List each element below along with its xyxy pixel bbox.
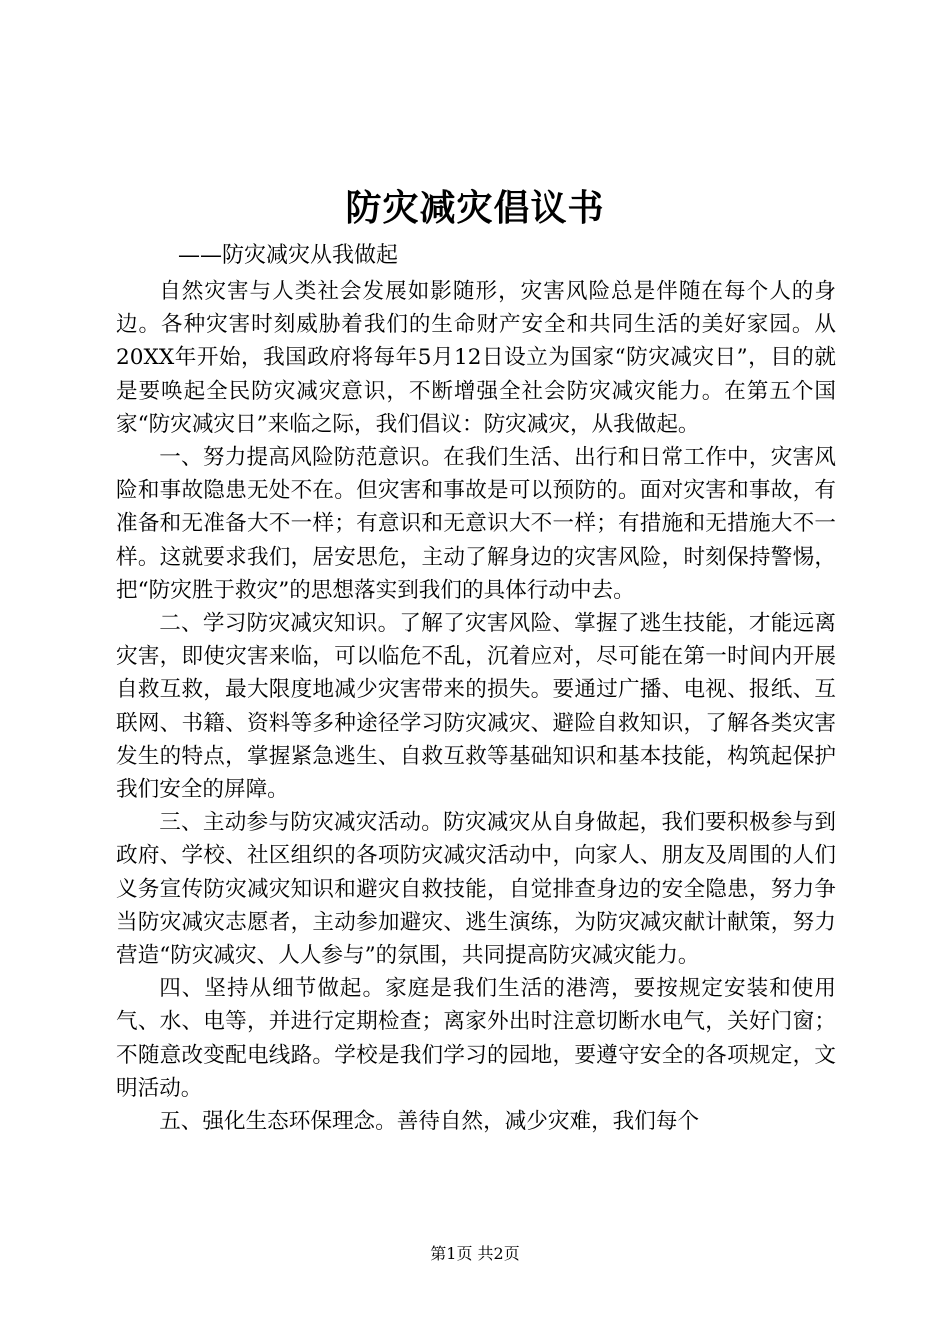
paragraph-intro: 自然灾害与人类社会发展如影随形，灾害风险总是伴随在每个人的身边。各种灾害时刻威胁着我们的生命财产安全和共同生活的美好家园。从20XX年开始，我国政府将每年5月12日设立为国家“防灾减灾日”，目的就是要唤起全民防灾减灾意识，不断增强全社会防灾减灾能力。在第五个国家“防灾减灾日”来临之际，我们倡议：防灾减灾，从我做起。 (116, 279, 836, 437)
paragraph-3: 三、主动参与防灾减灾活动。防灾减灾从自身做起，我们要积极参与到政府、学校、社区组织的各项防灾减灾活动中，向家人、朋友及周围的人们义务宣传防灾减灾知识和避灾自救技能，自觉排查身边的安全隐患，努力争当防灾减灾志愿者，主动参加避灾、逃生演练，为防灾减灾献计献策，努力营造“防灾减灾、人人参与”的氛围，共同提高防灾减灾能力。 (116, 810, 836, 969)
paragraph-2: 二、学习防灾减灾知识。了解了灾害风险、掌握了逃生技能，才能远离灾害，即使灾害来临，可以临危不乱，沉着应对，尽可能在第一时间内开展自救互救，最大限度地减少灾害带来的损失。要通过广播、电视、报纸、互联网、书籍、资料等多种途径学习防灾减灾、避险自救知识，了解各类灾害发生的特点，掌握紧急逃生、自救互救等基础知识和基本技能，构筑起保护我们安全的屏障。 (116, 611, 836, 803)
paragraph-4: 四、坚持从细节做起。家庭是我们生活的港湾，要按规定安装和使用气、水、电等，并进行定期检查；离家外出时注意切断水电气，关好门窗；不随意改变配电线路。学校是我们学习的园地，要遵守安全的各项规定，文明活动。 (116, 976, 836, 1101)
paragraph-5: 五、强化生态环保理念。善待自然，减少灾难，我们每个 (159, 1109, 700, 1135)
page-number-footer: 第1页 共2页 (430, 1244, 520, 1263)
paragraph-1: 一、努力提高风险防范意识。在我们生活、出行和日常工作中，灾害风险和事故隐患无处不在。但灾害和事故是可以预防的。面对灾害和事故，有准备和无准备大不一样；有意识和无意识大不一样；有措施和无措施大不一样。这就要求我们，居安思危，主动了解身边的灾害风险，时刻保持警惕，把“防灾胜于救灾”的思想落实到我们的具体行动中去。 (116, 445, 836, 603)
document-subtitle: ——防灾减灾从我做起 (178, 243, 399, 268)
document-body (116, 275, 836, 1138)
document-title: 防灾减灾倡议书 (345, 187, 605, 229)
